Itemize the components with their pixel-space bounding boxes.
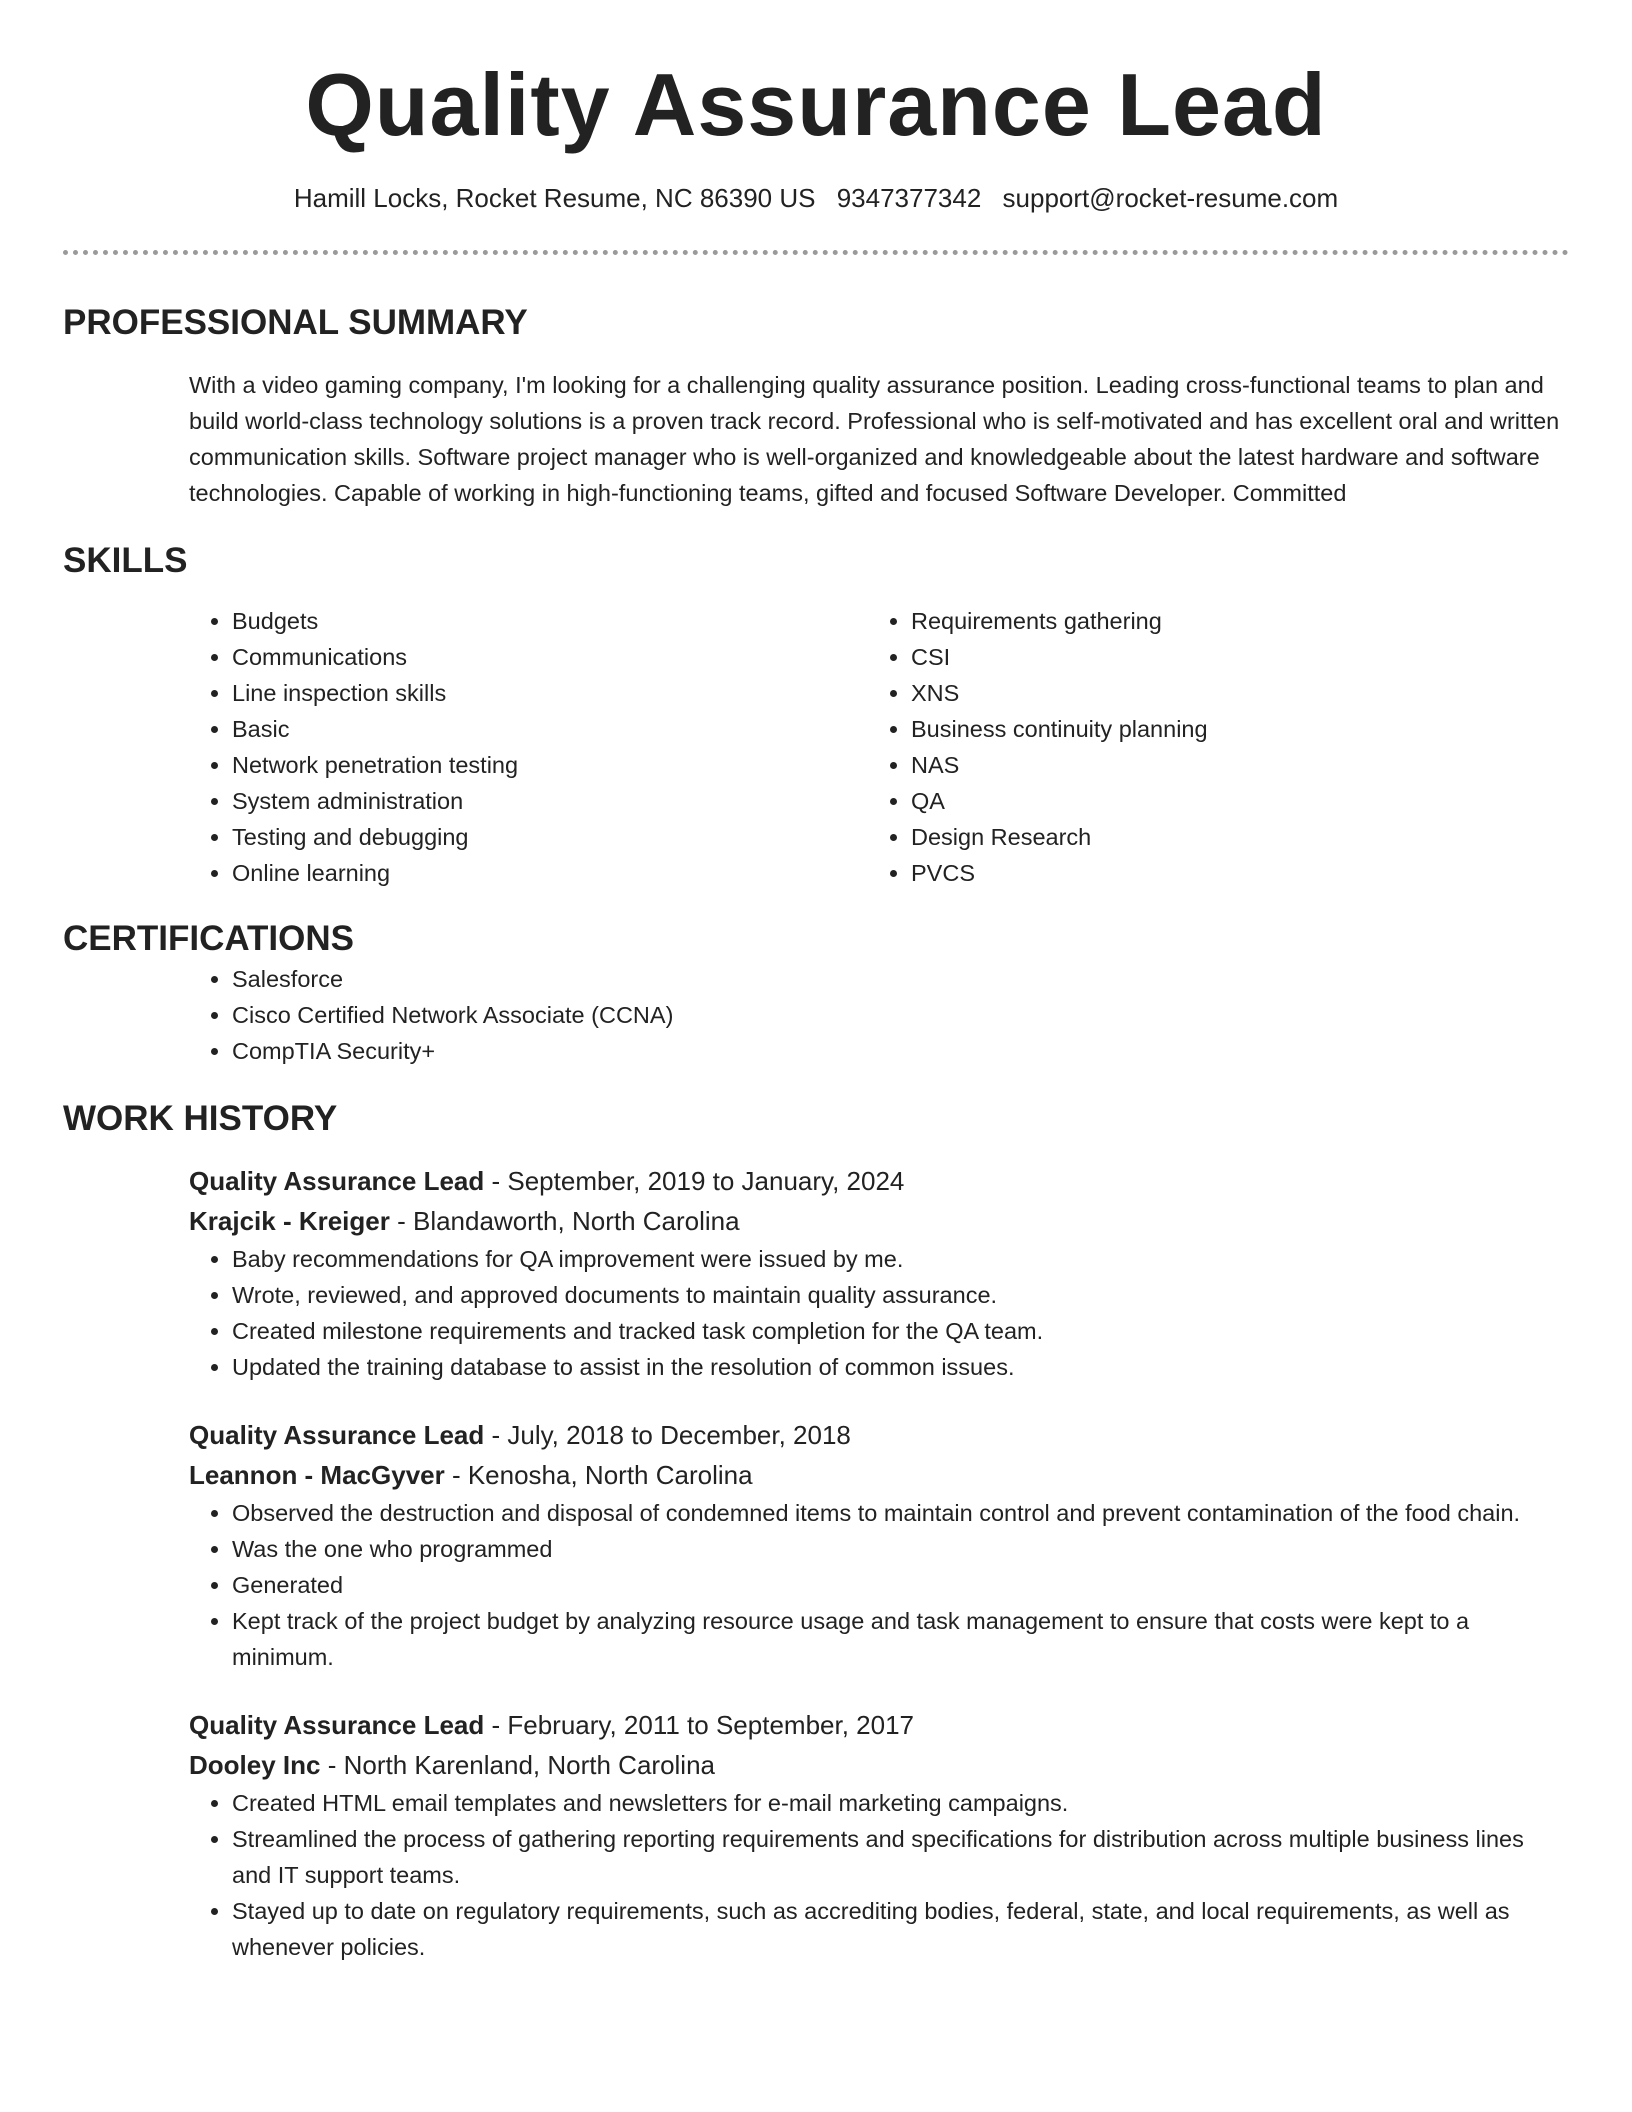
job-dates: - July, 2018 to December, 2018 — [484, 1420, 851, 1450]
job-role: Quality Assurance Lead — [189, 1166, 485, 1196]
skill-item: • Business continuity planning — [911, 711, 1511, 747]
job-bullet: • Generated — [232, 1567, 1569, 1603]
certifications-list — [189, 961, 1569, 1069]
job-bullet: • Created HTML email templates and newsletters for e-mail marketing campaigns. — [232, 1785, 1569, 1821]
job-location: - Blandaworth, North Carolina — [389, 1206, 740, 1236]
skills-list-right — [868, 603, 1511, 891]
job-company: Leannon - MacGyver — [189, 1460, 445, 1490]
job-location: - North Karenland, North Carolina — [320, 1750, 716, 1780]
contact-email: support@rocket-resume.com — [1002, 183, 1339, 213]
certification-item: • Salesforce — [232, 961, 1569, 997]
resume-name: Quality Assurance Lead — [305, 55, 1327, 154]
certification-item: • CompTIA Security+ — [232, 1033, 1569, 1069]
job-company-line — [189, 1745, 1569, 1785]
job-bullet: • Observed the destruction and disposal of condemned items to maintain control and prevent contamination of the food chain. — [232, 1495, 1569, 1531]
skill-item: • Network penetration testing — [232, 747, 868, 783]
section-title-summary: PROFESSIONAL SUMMARY — [63, 303, 528, 342]
job-dates: - September, 2019 to January, 2024 — [484, 1166, 905, 1196]
job-company-line — [189, 1201, 1569, 1241]
job-bullets — [189, 1495, 1569, 1675]
skill-item: • Basic — [232, 711, 868, 747]
section-title-certifications: CERTIFICATIONS — [63, 919, 355, 958]
job-entry — [189, 1415, 1569, 1675]
contact-phone: 9347377342 — [836, 183, 982, 213]
job-company: Krajcik - Kreiger — [189, 1206, 390, 1236]
job-bullet: • Updated the training database to assist in the resolution of common issues. — [232, 1349, 1569, 1385]
skill-item: • Requirements gathering — [911, 603, 1511, 639]
job-role: Quality Assurance Lead — [189, 1420, 485, 1450]
job-bullet: • Was the one who programmed — [232, 1531, 1569, 1567]
skills-list-left — [189, 603, 868, 891]
job-dates: - February, 2011 to September, 2017 — [484, 1710, 915, 1740]
header-divider — [63, 250, 1569, 255]
professional-summary-section — [63, 301, 1569, 511]
section-title-work-history: WORK HISTORY — [63, 1099, 338, 1138]
certification-item: • Cisco Certified Network Associate (CCNA) — [232, 997, 1569, 1033]
job-title-line — [189, 1705, 1569, 1745]
job-bullet: • Created milestone requirements and tracked task completion for the QA team. — [232, 1313, 1569, 1349]
job-company: Dooley Inc — [189, 1750, 321, 1780]
skill-item: • System administration — [232, 783, 868, 819]
skill-item: • NAS — [911, 747, 1511, 783]
skill-item: • Testing and debugging — [232, 819, 868, 855]
job-title-line — [189, 1415, 1569, 1455]
job-company-line — [189, 1455, 1569, 1495]
skill-item: • QA — [911, 783, 1511, 819]
certifications-section — [63, 917, 1569, 1069]
job-bullet: • Streamlined the process of gathering reporting requirements and specifications for distribution across multiple business lines and IT support teams. — [232, 1821, 1569, 1893]
section-title-skills: SKILLS — [63, 541, 188, 580]
skill-item: • XNS — [911, 675, 1511, 711]
job-bullets — [189, 1241, 1569, 1385]
skill-item: • PVCS — [911, 855, 1511, 891]
skill-item: • CSI — [911, 639, 1511, 675]
summary-text: With a video gaming company, I'm looking for a challenging quality assurance position. Leading cross-functional teams to plan and build world-class technology solutions is a proven track record. Professional who is self-motivated and has excellent oral and written communication skills. Software project manager who is well-organized and knowledgeable about the latest hardware and software technologies. Capable of working in high-functioning teams, gifted and focused Software Developer. Committed — [189, 372, 1560, 506]
job-entry — [189, 1705, 1569, 1965]
skill-item: • Line inspection skills — [232, 675, 868, 711]
job-bullet: • Kept track of the project budget by analyzing resource usage and task management to ensure that costs were kept to a minimum. — [232, 1603, 1569, 1675]
job-bullet: • Baby recommendations for QA improvement were issued by me. — [232, 1241, 1569, 1277]
job-role: Quality Assurance Lead — [189, 1710, 485, 1740]
job-bullet: • Stayed up to date on regulatory requirements, such as accrediting bodies, federal, state, and local requirements, as well as whenever policies. — [232, 1893, 1569, 1965]
skills-section — [63, 539, 1569, 891]
contact-address: Hamill Locks, Rocket Resume, NC 86390 US — [293, 183, 816, 213]
job-bullet: • Wrote, reviewed, and approved documents to maintain quality assurance. — [232, 1277, 1569, 1313]
skill-item: • Budgets — [232, 603, 868, 639]
work-history-section — [63, 1097, 1569, 1965]
skill-item: • Design Research — [911, 819, 1511, 855]
job-title-line — [189, 1161, 1569, 1201]
skill-item: • Online learning — [232, 855, 868, 891]
job-entry — [189, 1161, 1569, 1385]
contact-line — [63, 181, 1569, 215]
job-bullets — [189, 1785, 1569, 1965]
skill-item: • Communications — [232, 639, 868, 675]
job-location: - Kenosha, North Carolina — [444, 1460, 753, 1490]
